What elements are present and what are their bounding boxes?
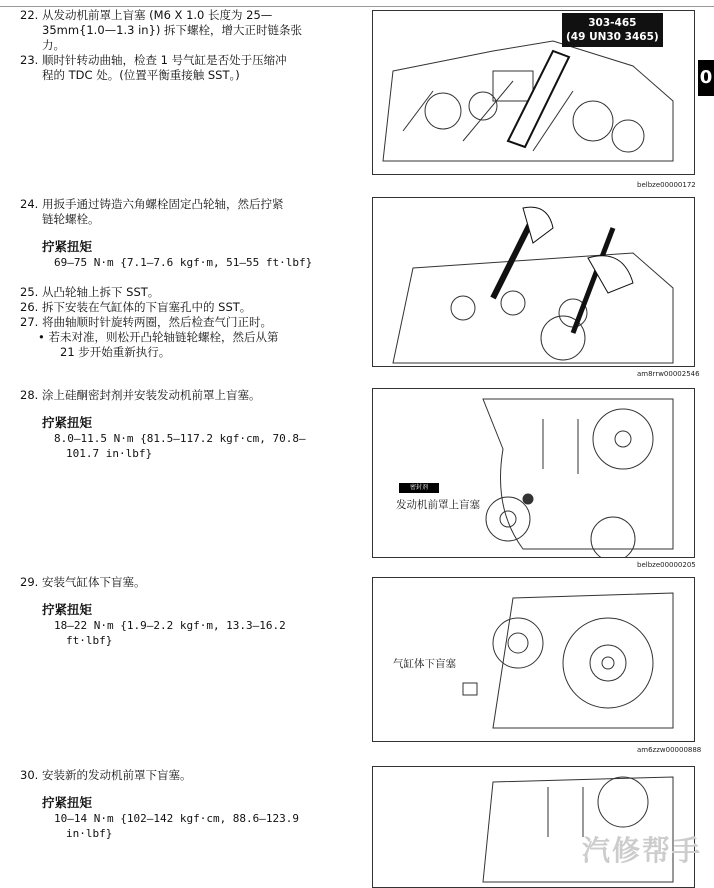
sealant-icon: 密封剂 [399,483,439,493]
figure-code-1: belbze00000172 [637,181,696,189]
torque-value: 18—22 N·m {1.9—2.2 kgf·m, 13.3—16.2 [54,619,286,632]
figure-wrench [372,197,695,367]
figure-camshaft-tool [372,10,695,175]
figure-code-4: am6zzw00000888 [637,746,702,754]
figure-front-cover-plug [372,388,695,558]
step-27: 27. 将曲轴顺时针旋转两圈，然后检查气门正时。 • 若未对准，则松开凸轮轴链轮螺栓，然后从第 21 步开始重新执行。 [20,315,340,360]
step-25: 25. 从凸轮轴上拆下 SST。 [20,285,160,299]
callout-block-plug: 气缸体下盲塞 [393,658,456,670]
step-23: 23. 顺时针转动曲轴，检查 1 号气缸是否处于压缩冲 程的 TDC 处。(位置平衡重接触 SST。) [20,53,340,83]
figure-block-plug [372,577,695,742]
step-23-line1: 顺时针转动曲轴，检查 1 号气缸是否处于压缩冲 [42,53,287,67]
engine-drawing-2 [373,198,694,366]
step-26: 26. 拆下安装在气缸体的下盲塞孔中的 SST。 [20,300,252,314]
engine-drawing-3 [373,389,694,557]
tool-number-label: 303-465 (49 UN30 3465) [562,13,663,47]
torque-value: 10—14 N·m {102—142 kgf·cm, 88.6—123.9 [54,812,300,825]
engine-drawing-5 [373,767,694,887]
step-22-line3: 力。 [42,38,65,52]
torque-value: 69—75 N·m {7.1—7.6 kgf·m, 51—55 ft·lbf} [54,256,313,269]
header-rule [0,6,714,7]
torque-value: 8.0—11.5 N·m {81.5—117.2 kgf·cm, 70.8— [54,432,306,445]
figure-code-3: belbze00000205 [637,561,696,569]
callout-front-cover-plug: 发动机前罩上盲塞 [396,499,480,511]
step-22: 22. 从发动机前罩上盲塞 (M6 X 1.0 长度为 25— 35mm{1.0—1.3 in}) 拆下螺栓，增大正时链条张 力。 [20,8,340,53]
step-30: 30. 安装新的发动机前罩下盲塞。 拧紧扭矩 10—14 N·m {102—142 kgf·cm, 88.6—123.9 in·lbf} [20,768,340,841]
figure-code-2: am8rrw00002546 [637,370,700,378]
watermark: 汽修帮手 [581,834,702,867]
figure-lower-plug [372,766,695,888]
bullet-item: • 若未对准，则松开凸轮轴链轮螺栓，然后从第 [38,330,279,344]
section-tab: 0 [698,60,714,96]
step-22-line2: 35mm{1.0—1.3 in}) 拆下螺栓，增大正时链条张 [42,23,303,37]
step-23-line2: 程的 TDC 处。(位置平衡重接触 SST。) [42,68,240,82]
torque-heading: 拧紧扭矩 [42,795,93,810]
step-28: 28. 涂上硅酮密封剂并安装发动机前罩上盲塞。 拧紧扭矩 8.0—11.5 N·m {81.5—117.2 kgf·cm, 70.8— 101.7 in·lbf} [20,388,340,461]
step-24: 24. 用扳手通过铸造六角螺栓固定凸轮轴，然后拧紧 链轮螺栓。 拧紧扭矩 69—75 N·m {7.1—7.6 kgf·m, 51—55 ft·lbf} [20,197,340,270]
torque-heading: 拧紧扭矩 [42,415,93,430]
step-22-line1: 从发动机前罩上盲塞 (M6 X 1.0 长度为 25— [42,8,273,22]
step-29: 29. 安装气缸体下盲塞。 拧紧扭矩 18—22 N·m {1.9—2.2 kgf·m, 13.3—16.2 ft·lbf} [20,575,340,648]
torque-heading: 拧紧扭矩 [42,602,93,617]
torque-heading: 拧紧扭矩 [42,239,93,254]
